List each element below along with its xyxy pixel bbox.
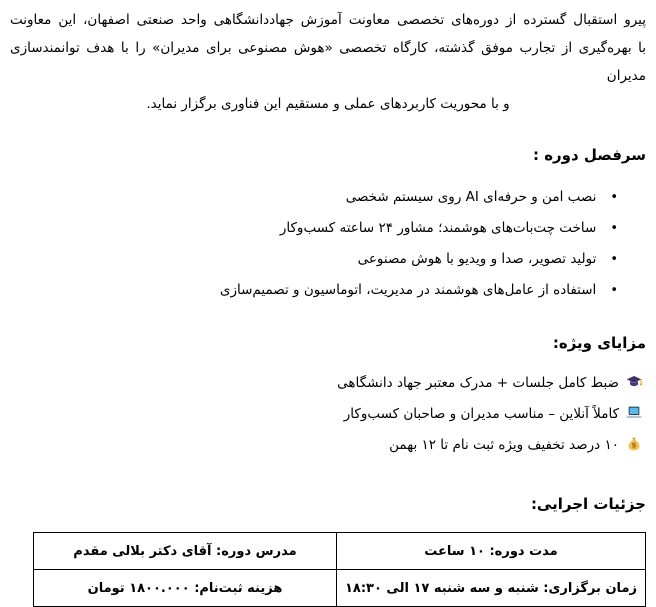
benefits-list [10, 368, 646, 461]
graduation-cap-icon [626, 374, 642, 390]
benefit-item [10, 399, 642, 430]
syllabus-item [10, 275, 618, 306]
syllabus-item [10, 213, 618, 244]
benefit-item-text: کاملاً آنلاین – مناسب مدیران و صاحبان کسب‌وکار [343, 406, 619, 422]
table-row [34, 570, 646, 607]
syllabus-item [10, 244, 618, 275]
bullet-icon: • [610, 190, 618, 205]
benefit-item [10, 368, 642, 399]
cell-course-instructor: مدرس دوره: آقای دکتر بلالی مقدم [34, 533, 337, 570]
syllabus-item-text: ساخت چت‌بات‌های هوشمند؛ مشاور ۲۴ ساعته کسب‌وکار [279, 220, 597, 236]
benefit-item-text: ۱۰ درصد تخفیف ویژه ثبت نام تا ۱۲ بهمن [389, 437, 619, 453]
syllabus-list [10, 182, 646, 306]
bullet-icon: • [610, 283, 618, 298]
bullet-icon: • [610, 252, 618, 267]
syllabus-item-text: تولید تصویر، صدا و ویدیو با هوش مصنوعی [357, 251, 597, 267]
laptop-icon [626, 405, 642, 421]
cell-schedule: زمان برگزاری: شنبه و سه شنبه ۱۷ الی ۱۸:۳۰ [336, 570, 645, 607]
cell-registration-fee: هزینه ثبت‌نام: ۱۸۰۰.۰۰۰ تومان [34, 570, 337, 607]
details-heading: جزئیات اجرایی: [530, 495, 646, 513]
syllabus-item-text: نصب امن و حرفه‌ای AI روی سیستم شخصی [345, 189, 597, 205]
bullet-icon: • [610, 221, 618, 236]
benefits-heading: مزایای ویژه: [552, 334, 646, 352]
table-row [34, 533, 646, 570]
syllabus-heading: سرفصل دوره : [532, 146, 646, 164]
benefit-item [10, 430, 642, 461]
intro-line-1: پیرو استقبال گسترده از دوره‌های تخصصی معاونت آموزش جهاددانشگاهی واحد صنعتی اصفهان، این معاونت [10, 12, 646, 28]
syllabus-item-text: استفاده از عامل‌های هوشمند در مدیریت، اتوماسیون و تصمیم‌سازی [219, 282, 597, 298]
intro-paragraph [10, 6, 646, 118]
cell-course-duration: مدت دوره: ۱۰ ساعت [336, 533, 645, 570]
svg-text:$: $ [631, 440, 637, 450]
intro-line-2: با بهره‌گیری از تجارب موفق گذشته، کارگاه تخصصی «هوش مصنوعی برای مدیران» را با هدف توانمندسازی مدیران [10, 40, 646, 84]
benefit-item-text: ضبط کامل جلسات + مدرک معتبر جهاد دانشگاهی [337, 375, 619, 391]
money-bag-icon [626, 436, 642, 452]
intro-line-3: و با محوریت کاربردهای عملی و مستقیم این فناوری برگزار نماید. [146, 96, 510, 112]
syllabus-item [10, 182, 618, 213]
details-table [33, 532, 646, 607]
